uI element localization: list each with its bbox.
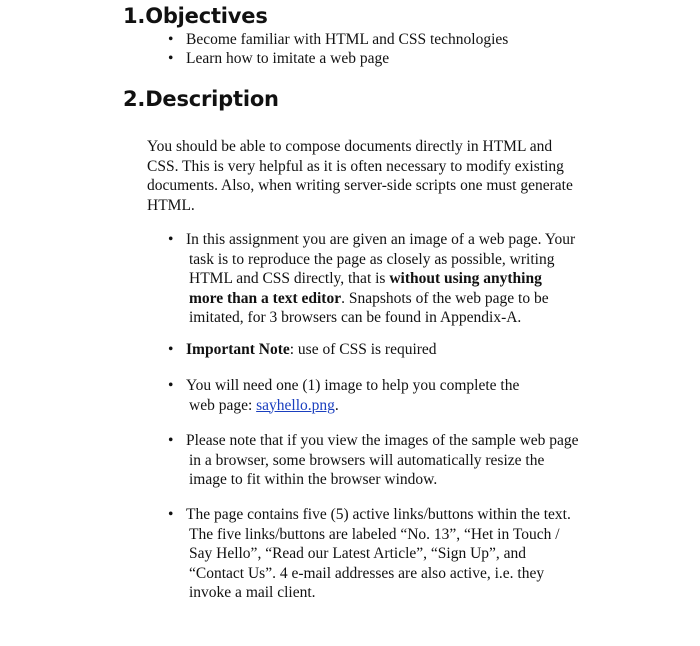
objectives-list <box>168 30 508 68</box>
item-line: imitated, for 3 browsers can be found in Appendix-A. <box>189 309 522 326</box>
item-line: : use of CSS is required <box>289 341 437 358</box>
item-line: The five links/buttons are labeled “No. 13”, “Het in Touch / <box>189 525 560 543</box>
bold-text: more than a text editor <box>189 289 342 307</box>
item-line: web page: <box>189 396 257 414</box>
item-line: task is to reproduce the page as closely as possible, writing <box>189 250 555 268</box>
item-line: . Snapshots of the web page to be <box>341 289 549 307</box>
item-line: HTML and CSS directly, that is <box>189 270 390 287</box>
bullet-icon: • <box>168 231 174 248</box>
bullet-icon: • <box>168 31 174 48</box>
objectives-heading: 1.Objectives <box>123 4 268 28</box>
intro-line: You should be able to compose documents directly in HTML and <box>147 138 553 155</box>
item-line: image to fit within the browser window. <box>189 471 438 488</box>
item-line: In this assignment you are given an image of a web page. Your <box>186 231 576 248</box>
bold-text: without using anything <box>389 270 542 287</box>
sayhello-link[interactable]: sayhello.png <box>256 396 335 414</box>
intro-line: documents. Also, when writing server-side scripts one must generate <box>147 177 573 194</box>
intro-paragraph <box>147 137 592 215</box>
bullet-icon: • <box>168 506 174 523</box>
list-item <box>168 376 598 415</box>
bullet-icon: • <box>168 432 174 449</box>
intro-line: HTML. <box>147 196 195 214</box>
item-line: The page contains five (5) active links/buttons within the text. <box>186 506 571 523</box>
bullet-icon: • <box>168 50 174 67</box>
list-item <box>168 505 598 603</box>
item-line: invoke a mail client. <box>189 584 316 601</box>
important-note-label: Important Note <box>186 341 290 358</box>
item-line: . <box>334 396 339 414</box>
bullet-icon: • <box>168 341 174 358</box>
intro-line: CSS. This is very helpful as it is often necessary to modify existing <box>147 157 564 175</box>
objective-text: Become familiar with HTML and CSS technologies <box>186 31 509 48</box>
bullet-icon: • <box>168 377 174 394</box>
item-line: Say Hello”, “Read our Latest Article”, “Sign Up”, and <box>189 545 527 562</box>
list-item <box>168 230 598 328</box>
list-item <box>168 49 508 68</box>
item-line: You will need one (1) image to help you complete the <box>186 377 520 394</box>
list-item <box>168 431 598 490</box>
list-item <box>168 30 508 49</box>
objective-text: Learn how to imitate a web page <box>186 50 390 67</box>
description-heading: 2.Description <box>123 87 279 111</box>
item-line: “Contact Us”. 4 e-mail addresses are also active, i.e. they <box>189 564 545 582</box>
item-line: Please note that if you view the images of the sample web page <box>186 432 579 449</box>
item-line: in a browser, some browsers will automatically resize the <box>189 451 545 469</box>
list-item <box>168 340 598 360</box>
